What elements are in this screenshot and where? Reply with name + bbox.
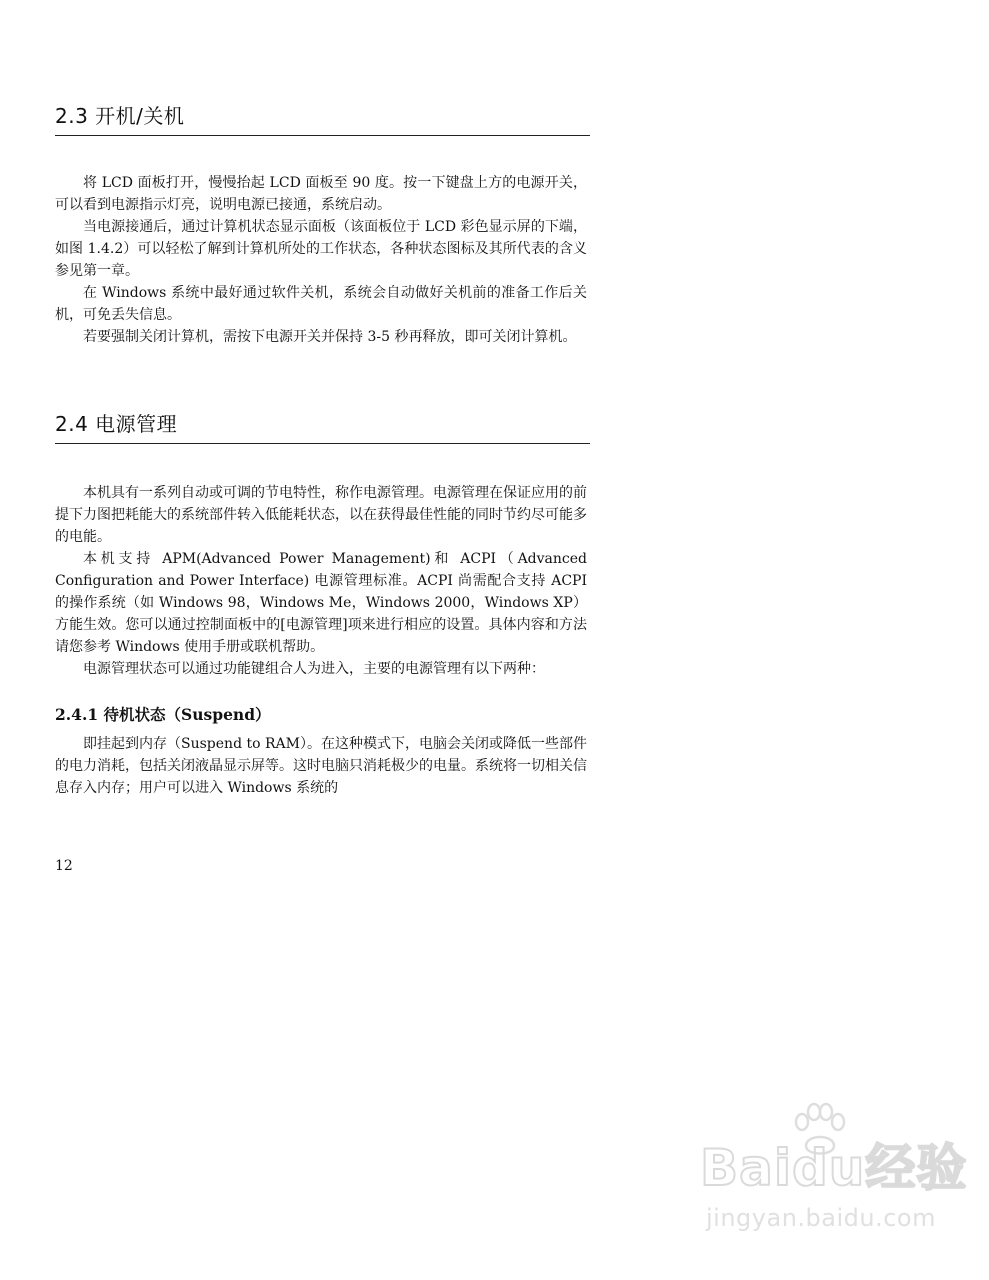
paragraph: 当电源接通后，通过计算机状态显示面板（该面板位于 LCD 彩色显示屏的下端，如图 1.4.2）可以轻松了解到计算机所处的工作状态，各种状态图标及其所代表的含义参见第一章。 [55, 219, 587, 279]
page-number: 12 [55, 858, 73, 874]
watermark-logo: Baidu经验 [700, 1139, 968, 1197]
paragraph: 将 LCD 面板打开，慢慢抬起 LCD 面板至 90 度。按一下键盘上方的电源开关，可以看到电源指示灯亮，说明电源已接通，系统启动。 [55, 175, 587, 213]
paragraph: 在 Windows 系统中最好通过软件关机，系统会自动做好关机前的准备工作后关机，可免丢失信息。 [55, 285, 587, 323]
paragraph: 电源管理状态可以通过功能键组合人为进入，主要的电源管理有以下两种： [83, 661, 545, 677]
section-2-4-1-body [55, 733, 587, 799]
paragraph: 本机支持 APM(Advanced Power Management)和 ACPI（Advanced Configuration and Power Interface) 电源管理标准。ACPI 尚需配合支持 ACPI 的操作系统（如 Windows 98，Windows Me，Windows 2000，Windows XP）方能生效。您可以通过控制面板中的[电源管理]项来进行相应的设置。具体内容和方法请您参考 Windows 使用手册或联机帮助。 [55, 551, 587, 655]
section-heading-2-3: 2.3 开机/关机 [55, 103, 590, 136]
baidu-jingyan-watermark [700, 1130, 968, 1240]
paragraph: 若要强制关闭计算机，需按下电源开关并保持 3-5 秒再释放，即可关闭计算机。 [83, 329, 577, 345]
section-2-4-body [55, 482, 587, 680]
subsection-heading-2-4-1: 2.4.1 待机状态（Suspend） [55, 705, 271, 724]
paragraph: 即挂起到内存（Suspend to RAM）。在这种模式下，电脑会关闭或降低一些部件的电力消耗，包括关闭液晶显示屏等。这时电脑只消耗极少的电量。系统将一切相关信息存入内存；用户可以进入 Windows 系统的 [55, 736, 587, 796]
section-2-3-body [55, 172, 587, 348]
section-heading-2-4: 2.4 电源管理 [55, 411, 590, 444]
watermark-url: jingyan.baidu.com [706, 1204, 936, 1232]
paragraph: 本机具有一系列自动或可调的节电特性，称作电源管理。电源管理在保证应用的前提下力图把耗能大的系统部件转入低能耗状态，以在获得最佳性能的同时节约尽可能多的电能。 [55, 485, 587, 545]
